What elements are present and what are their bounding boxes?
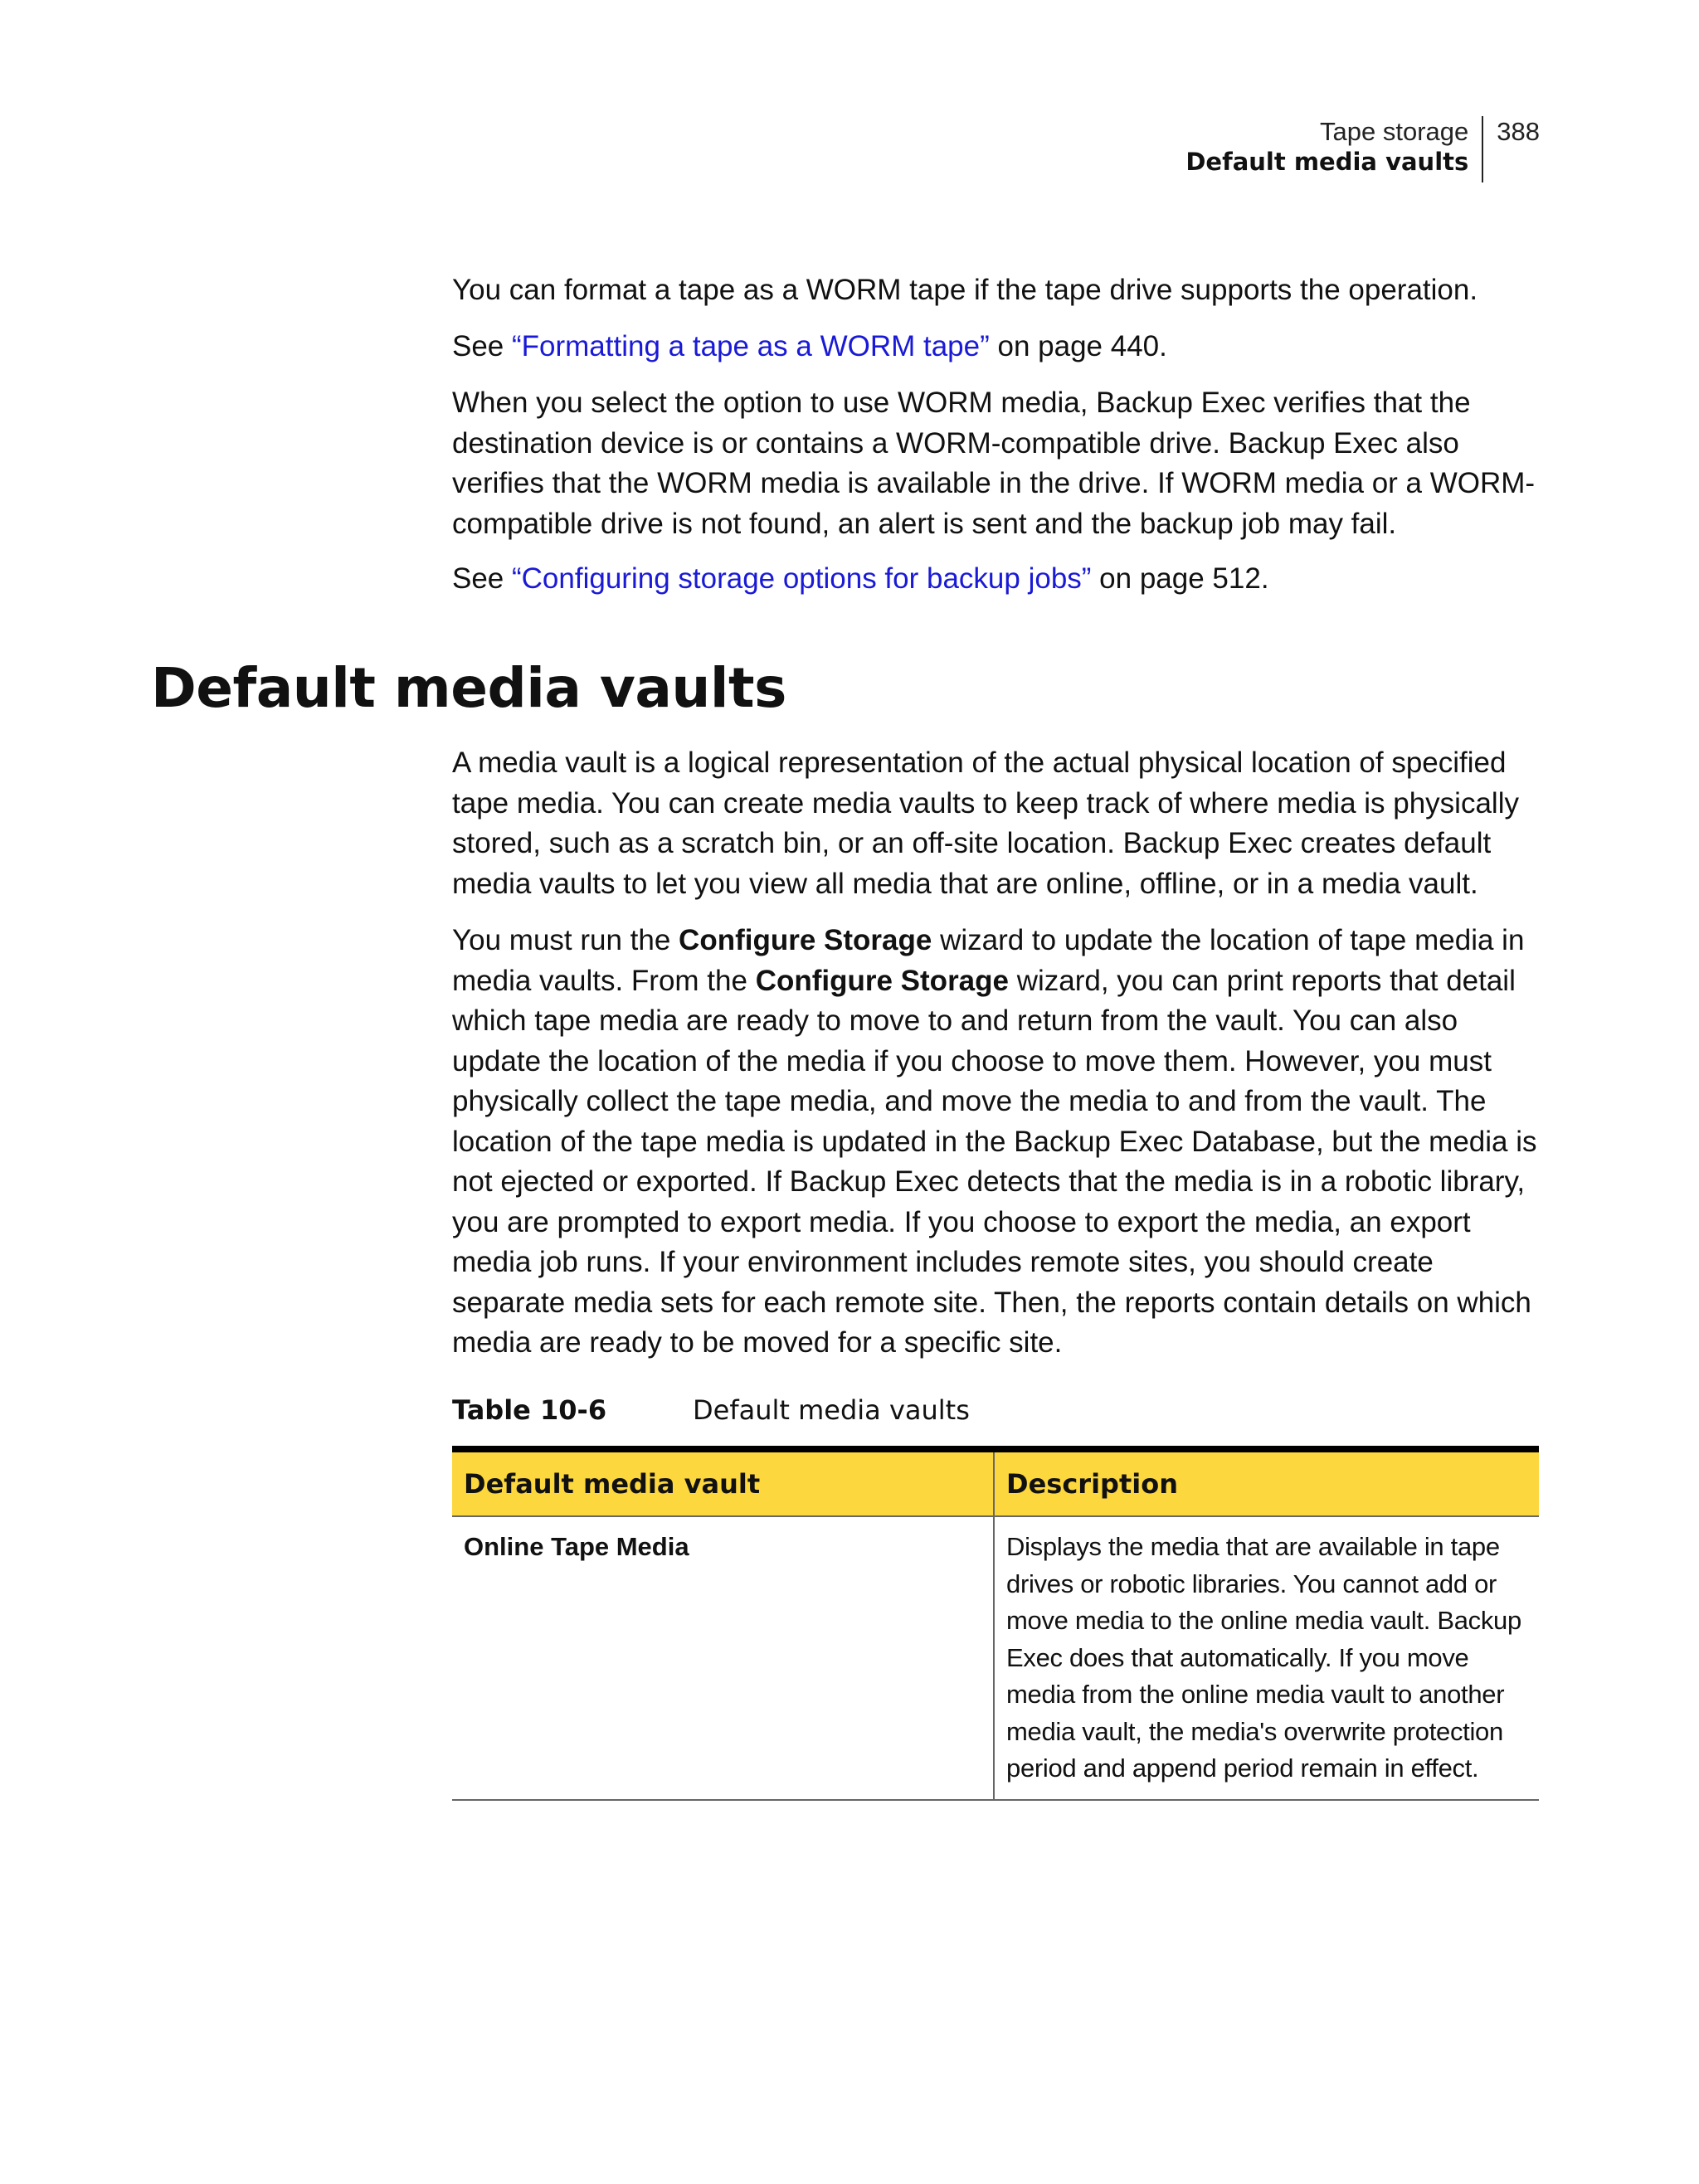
table-caption bbox=[452, 1394, 970, 1427]
text-run: You must run the bbox=[452, 924, 679, 956]
paragraph-see-storage-options bbox=[452, 559, 1539, 600]
link-formatting-worm-tape[interactable]: “Formatting a tape as a WORM tape” bbox=[512, 330, 990, 362]
see-page-suffix: on page 512. bbox=[1091, 562, 1269, 595]
paragraph-text: When you select the option to use WORM media, Backup Exec verifies that the destination device is or contains a WORM-compatible drive. Backup Exec also verifies that the WORM media is available in the drive. If WORM media or a WORM-compatible drive is not found, an alert is sent and the backup job may fail. bbox=[452, 387, 1536, 540]
running-header-titles bbox=[1185, 116, 1483, 182]
table-header-row bbox=[452, 1449, 1539, 1516]
paragraph-worm-verification bbox=[452, 383, 1539, 544]
ui-term-configure-storage: Configure Storage bbox=[679, 924, 932, 956]
see-reference bbox=[452, 327, 1539, 367]
see-prefix: See bbox=[452, 330, 512, 362]
link-configuring-storage-options[interactable]: “Configuring storage options for backup jobs” bbox=[512, 562, 1092, 595]
paragraph-text: You can format a tape as a WORM tape if the tape drive supports the operation. bbox=[452, 274, 1478, 306]
see-reference bbox=[452, 559, 1539, 600]
page-number: 388 bbox=[1497, 117, 1540, 146]
paragraph-configure-storage bbox=[452, 921, 1539, 1364]
header-chapter-title: Tape storage bbox=[1320, 117, 1469, 146]
paragraph-worm-format bbox=[452, 270, 1539, 311]
ui-term-configure-storage: Configure Storage bbox=[755, 964, 1009, 997]
header-section-title: Default media vaults bbox=[1185, 148, 1469, 176]
paragraph-see-formatting bbox=[452, 327, 1539, 367]
default-media-vaults-table bbox=[452, 1446, 1539, 1801]
table-row bbox=[452, 1516, 1539, 1800]
paragraph-text: A media vault is a logical representation of the actual physical location of specified tape media. You can create media vaults to keep track of where media is physically stored, such as a scratch bin, or an off-site location. Backup Exec creates default media vaults to let you view all media that are online, offline, or in a media vault. bbox=[452, 747, 1519, 900]
text-run: wizard, you can print reports that detail which tape media are ready to move to and return from the vault. You can also update the location of the media if you choose to move them. However, you must physically collect the tape media, and move the media to and from the vault. The location of the tape media is updated in the Backup Exec Database, but the media is not ejected or exported. If Backup Exec detects that the media is in a robotic library, you are prompted to export media. If you choose to export the media, an export media job runs. If your environment includes remote sites, you should create separate media sets for each remote site. Then, the reports contain details on which media are ready to be moved for a specific site. bbox=[452, 964, 1537, 1359]
paragraph-media-vault-definition bbox=[452, 743, 1539, 904]
see-page-suffix: on page 440. bbox=[989, 330, 1167, 362]
table-caption-title: Default media vaults bbox=[693, 1394, 970, 1426]
table-caption-label: Table 10-6 bbox=[452, 1394, 607, 1426]
paragraph-text bbox=[452, 921, 1539, 1364]
text-run: wizard to update the location of tape media in media vaults. From the bbox=[452, 924, 1525, 997]
column-header-vault: Default media vault bbox=[452, 1449, 994, 1516]
cell-vault-name: Online Tape Media bbox=[452, 1516, 994, 1800]
see-prefix: See bbox=[452, 562, 512, 595]
column-header-description: Description bbox=[994, 1449, 1539, 1516]
running-header bbox=[1185, 116, 1540, 182]
cell-vault-description: Displays the media that are available in tape drives or robotic libraries. You cannot add or move media to the online media vault. Backup Exec does that automatically. If you move media from the online media vault to another media vault, the media's overwrite protection period and append period remain in effect. bbox=[994, 1516, 1539, 1800]
section-heading: Default media vaults bbox=[151, 656, 786, 720]
